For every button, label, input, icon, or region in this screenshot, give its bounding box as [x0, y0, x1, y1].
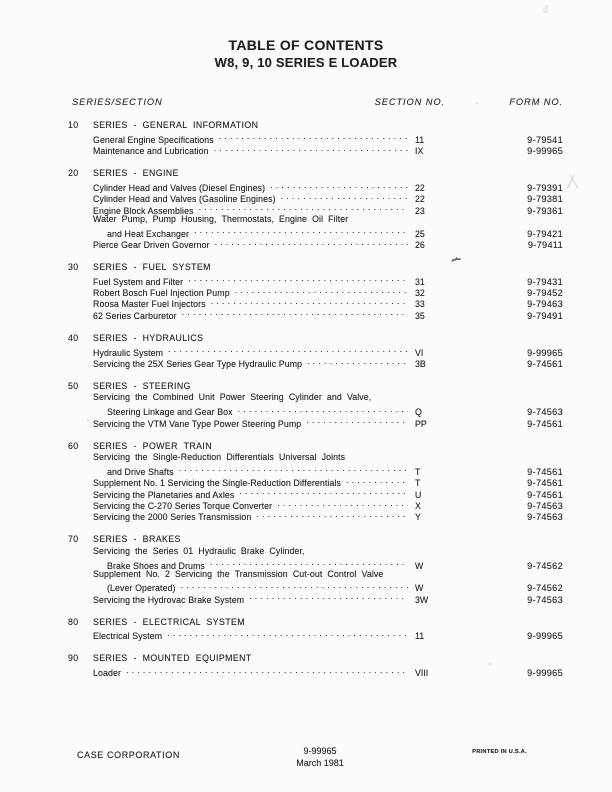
entry-text: Servicing the C-270 Series Torque Converter	[93, 500, 273, 511]
section-number: 20	[68, 168, 79, 179]
dot-leader	[239, 486, 408, 497]
footer-date: March 1981	[296, 757, 344, 768]
section-title: SERIES - BRAKES	[93, 534, 181, 545]
dot-leader	[307, 356, 408, 367]
entry-text: Hydraulic System	[93, 347, 164, 358]
entry-text: Cylinder Head and Valves (Gasoline Engines)	[93, 194, 276, 205]
section-heading	[68, 120, 612, 131]
entry-section-no: IX	[415, 146, 424, 157]
toc-entry-continuation	[93, 546, 612, 557]
entry-section-no: VI	[415, 347, 424, 358]
entry-section-no: U	[415, 489, 422, 500]
entry-text: Engine Block Assemblies	[93, 205, 194, 216]
page-footer	[0, 746, 612, 776]
toc-entry	[93, 225, 612, 239]
scan-artifact-smudge	[536, 5, 558, 13]
toc-entry	[93, 628, 612, 642]
toc-entry	[93, 344, 612, 358]
entry-form-no: 9-74561	[527, 478, 563, 489]
entry-section-no: 3B	[415, 359, 426, 370]
scan-speck	[140, 263, 142, 265]
dot-leader	[270, 180, 408, 191]
entry-text: Brake Shoes and Drums	[107, 560, 205, 571]
entry-form-no: 9-99965	[527, 347, 563, 358]
entry-text: Servicing the VTM Vane Type Power Steering Pump	[93, 418, 302, 429]
entry-form-no: 9-99965	[527, 631, 563, 642]
entry-text: (Lever Operated)	[107, 583, 176, 594]
toc-entry	[93, 273, 612, 287]
dot-leader	[194, 225, 408, 236]
entry-text: Servicing the 25X Series Gear Type Hydraulic Pump	[93, 359, 303, 370]
column-header-series-section: SERIES/SECTION	[72, 97, 163, 107]
section-title: SERIES - ENGINE	[93, 168, 179, 179]
entry-text: Loader	[93, 668, 121, 679]
entry-form-no: 9-99965	[527, 668, 563, 679]
section-number: 50	[68, 381, 79, 392]
entry-section-no: 23	[415, 205, 425, 216]
section-number: 10	[68, 120, 79, 130]
toc-sections	[0, 120, 612, 679]
entry-form-no: 9-74561	[527, 359, 563, 370]
dot-leader	[249, 591, 408, 602]
entry-section-no: VIII	[415, 668, 429, 679]
dot-leader	[167, 628, 408, 639]
entry-text: Supplement No. 1 Servicing the Single-Reduction Differentials	[93, 478, 341, 489]
toc-entry	[93, 463, 612, 477]
page-title: TABLE OF CONTENTS	[228, 37, 384, 53]
toc-section	[0, 617, 612, 640]
dot-leader	[168, 344, 408, 355]
section-number: 70	[68, 534, 79, 545]
toc-section	[0, 653, 612, 679]
section-title: SERIES - ELECTRICAL SYSTEM	[93, 616, 246, 627]
entry-text: Servicing the 2000 Series Transmission	[93, 512, 252, 523]
dot-leader	[215, 237, 408, 248]
toc-entry	[93, 404, 612, 418]
document-header	[0, 37, 612, 70]
entry-section-no: 35	[415, 310, 425, 321]
section-heading	[68, 653, 612, 664]
entry-section-no: 26	[415, 239, 425, 250]
entry-text: Electrical System	[93, 631, 163, 642]
column-header-form-no: FORM NO.	[509, 97, 563, 107]
toc-entry	[93, 131, 612, 145]
entry-text: Robert Bosch Fuel Injection Pump	[93, 288, 230, 299]
entry-form-no: 9-74562	[527, 583, 563, 594]
section-title: SERIES - POWER TRAIN	[93, 440, 212, 451]
entry-section-no: 11	[415, 631, 425, 642]
entry-text: 62 Series Carburetor	[93, 310, 177, 321]
scan-speck	[476, 102, 478, 104]
entry-form-no: 9-79452	[527, 288, 563, 299]
entry-form-no: 9-74561	[527, 418, 563, 429]
entry-text: Water Pump, Pump Housing, Thermostats, Engine Oil Filter	[93, 213, 349, 224]
dot-leader	[179, 463, 408, 474]
entry-section-no: 11	[415, 134, 425, 145]
dot-leader	[277, 498, 408, 509]
entry-form-no: 9-74561	[527, 466, 563, 477]
toc-entry	[93, 580, 612, 594]
entry-text: Servicing the Hydrovac Brake System	[93, 594, 245, 605]
entry-text: and Drive Shafts	[107, 466, 174, 477]
footer-company: CASE CORPORATION	[77, 750, 180, 760]
entry-form-no: 9-79491	[527, 310, 563, 321]
entry-section-no: 22	[415, 194, 425, 205]
footer-form-block	[296, 746, 344, 769]
entry-section-no: 32	[415, 288, 425, 299]
dot-leader	[214, 143, 408, 154]
dot-leader	[256, 509, 408, 520]
entry-section-no: W	[415, 583, 424, 594]
toc-entry	[93, 180, 612, 191]
entry-section-no: T	[415, 466, 421, 477]
entry-form-no: 9-79381	[527, 194, 563, 205]
entry-form-no: 9-74561	[527, 489, 563, 500]
entry-section-no: X	[415, 500, 421, 511]
entry-text: Servicing the Combined Unit Power Steering Cylinder and Valve,	[93, 392, 372, 403]
toc-entry-continuation	[93, 452, 612, 463]
dot-leader	[306, 415, 408, 426]
dot-leader	[211, 296, 408, 307]
dot-leader	[182, 307, 408, 318]
toc-section	[0, 381, 612, 427]
entry-form-no: 9-74563	[527, 407, 563, 418]
entry-text: Cylinder Head and Valves (Diesel Engines)	[93, 182, 266, 193]
entry-section-no: Q	[415, 407, 422, 418]
footer-form-no: 9-99965	[303, 746, 337, 756]
entry-form-no: 9-79411	[527, 239, 563, 250]
footer-printed-in-usa: PRINTED IN U.S.A.	[472, 749, 527, 755]
section-number: 90	[68, 653, 79, 664]
entry-text: Supplement No. 2 Servicing the Transmission Cut-out Control Valve	[93, 568, 384, 579]
page-subtitle: W8, 9, 10 SERIES E LOADER	[214, 55, 398, 70]
column-headers	[0, 97, 612, 109]
entry-text: General Engine Specifications	[93, 134, 214, 145]
section-title: SERIES - STEERING	[93, 381, 191, 392]
section-number: 60	[68, 440, 79, 451]
dot-leader	[235, 285, 408, 296]
section-heading	[68, 262, 612, 273]
dot-leader	[238, 404, 408, 415]
entry-form-no: 9-74563	[527, 500, 563, 511]
entry-form-no: 9-99965	[527, 146, 563, 157]
toc-entry-continuation	[93, 392, 612, 403]
section-heading	[68, 534, 612, 545]
section-number: 30	[68, 261, 79, 272]
entry-form-no: 9-79541	[527, 134, 563, 145]
entry-section-no: 31	[415, 276, 425, 287]
dot-leader	[346, 475, 408, 486]
section-title: SERIES - MOUNTED EQUIPMENT	[93, 653, 252, 664]
toc-section	[0, 262, 612, 319]
entry-section-no: 33	[415, 299, 425, 310]
entry-text: Servicing the Single-Reduction Differentials Universal Joints	[93, 451, 346, 462]
section-heading	[68, 168, 612, 179]
section-heading	[68, 381, 612, 392]
section-heading	[68, 441, 612, 452]
section-number: 40	[68, 332, 79, 343]
entry-form-no: 9-79391	[527, 182, 563, 193]
section-title: SERIES - HYDRAULICS	[93, 332, 204, 343]
toc-section	[0, 120, 612, 157]
entry-section-no: W	[415, 560, 424, 571]
entry-section-no: 25	[415, 228, 425, 239]
section-title: SERIES - FUEL SYSTEM	[93, 261, 211, 272]
column-header-section-no: SECTION NO.	[374, 97, 445, 107]
toc-entry	[93, 665, 612, 679]
entry-text: Roosa Master Fuel Injectors	[93, 299, 206, 310]
dot-leader	[281, 191, 408, 202]
toc-section	[0, 441, 612, 521]
toc-section	[0, 534, 612, 605]
entry-section-no: T	[415, 478, 421, 489]
entry-form-no: 9-74563	[527, 594, 563, 605]
toc-entry	[93, 557, 612, 571]
entry-form-no: 9-79421	[527, 228, 563, 239]
entry-text: Steering Linkage and Gear Box	[107, 407, 233, 418]
section-number: 80	[68, 616, 79, 627]
dot-leader	[219, 131, 408, 142]
toc-section	[0, 168, 612, 248]
entry-form-no: 9-79431	[527, 276, 563, 287]
dot-leader	[181, 580, 408, 591]
scan-speck	[87, 419, 89, 421]
entry-section-no: 22	[415, 182, 425, 193]
scan-speck	[489, 663, 491, 665]
entry-text: Fuel System and Filter	[93, 276, 184, 287]
entry-text: Pierce Gear Driven Governor	[93, 239, 210, 250]
section-heading	[68, 617, 612, 628]
entry-text: and Heat Exchanger	[107, 228, 190, 239]
section-heading	[68, 333, 612, 344]
entry-text: Servicing the Series 01 Hydraulic Brake Cylinder,	[93, 545, 305, 556]
entry-text: Maintenance and Lubrication	[93, 146, 209, 157]
dot-leader	[210, 557, 408, 568]
entry-form-no: 9-79463	[527, 299, 563, 310]
entry-section-no: PP	[415, 418, 427, 429]
entry-form-no: 9-74562	[527, 560, 563, 571]
dot-leader	[199, 202, 408, 213]
entry-form-no: 9-74563	[527, 512, 563, 523]
entry-section-no: 3W	[415, 594, 429, 605]
dot-leader	[188, 273, 408, 284]
entry-section-no: Y	[415, 512, 421, 523]
dot-leader	[126, 665, 408, 676]
entry-form-no: 9-79361	[527, 205, 563, 216]
section-title: SERIES - GENERAL INFORMATION	[93, 120, 259, 130]
entry-text: Servicing the Planetaries and Axles	[93, 489, 235, 500]
toc-section	[0, 332, 612, 370]
